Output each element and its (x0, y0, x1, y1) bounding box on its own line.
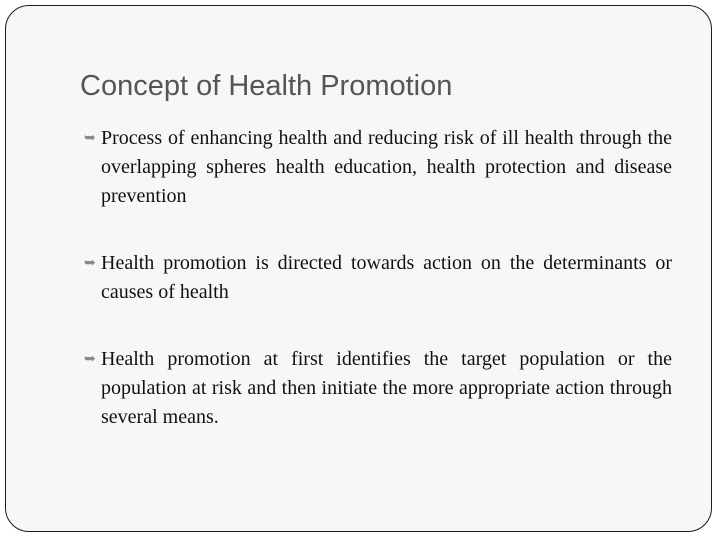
bullet-text: Health promotion at first identifies the target population or the population at risk and then initiate the more appropriate action through several means. (101, 348, 672, 428)
bullet-text: Health promotion is directed towards action on the determinants or causes of health (101, 252, 672, 303)
curved-arrow-bullet-icon: ➥ (84, 352, 96, 367)
curved-arrow-bullet-icon: ➥ (84, 256, 96, 271)
bullet-item (84, 345, 672, 432)
slide-frame (5, 5, 712, 532)
bullet-text: Process of enhancing health and reducing risk of ill health through the overlapping spheres health education, health protection and disease prevention (101, 127, 672, 207)
bullet-list (84, 124, 672, 470)
bullet-item (84, 249, 672, 307)
curved-arrow-bullet-icon: ➥ (84, 131, 96, 146)
bullet-item (84, 124, 672, 211)
slide-title: Concept of Health Promotion (80, 70, 453, 102)
